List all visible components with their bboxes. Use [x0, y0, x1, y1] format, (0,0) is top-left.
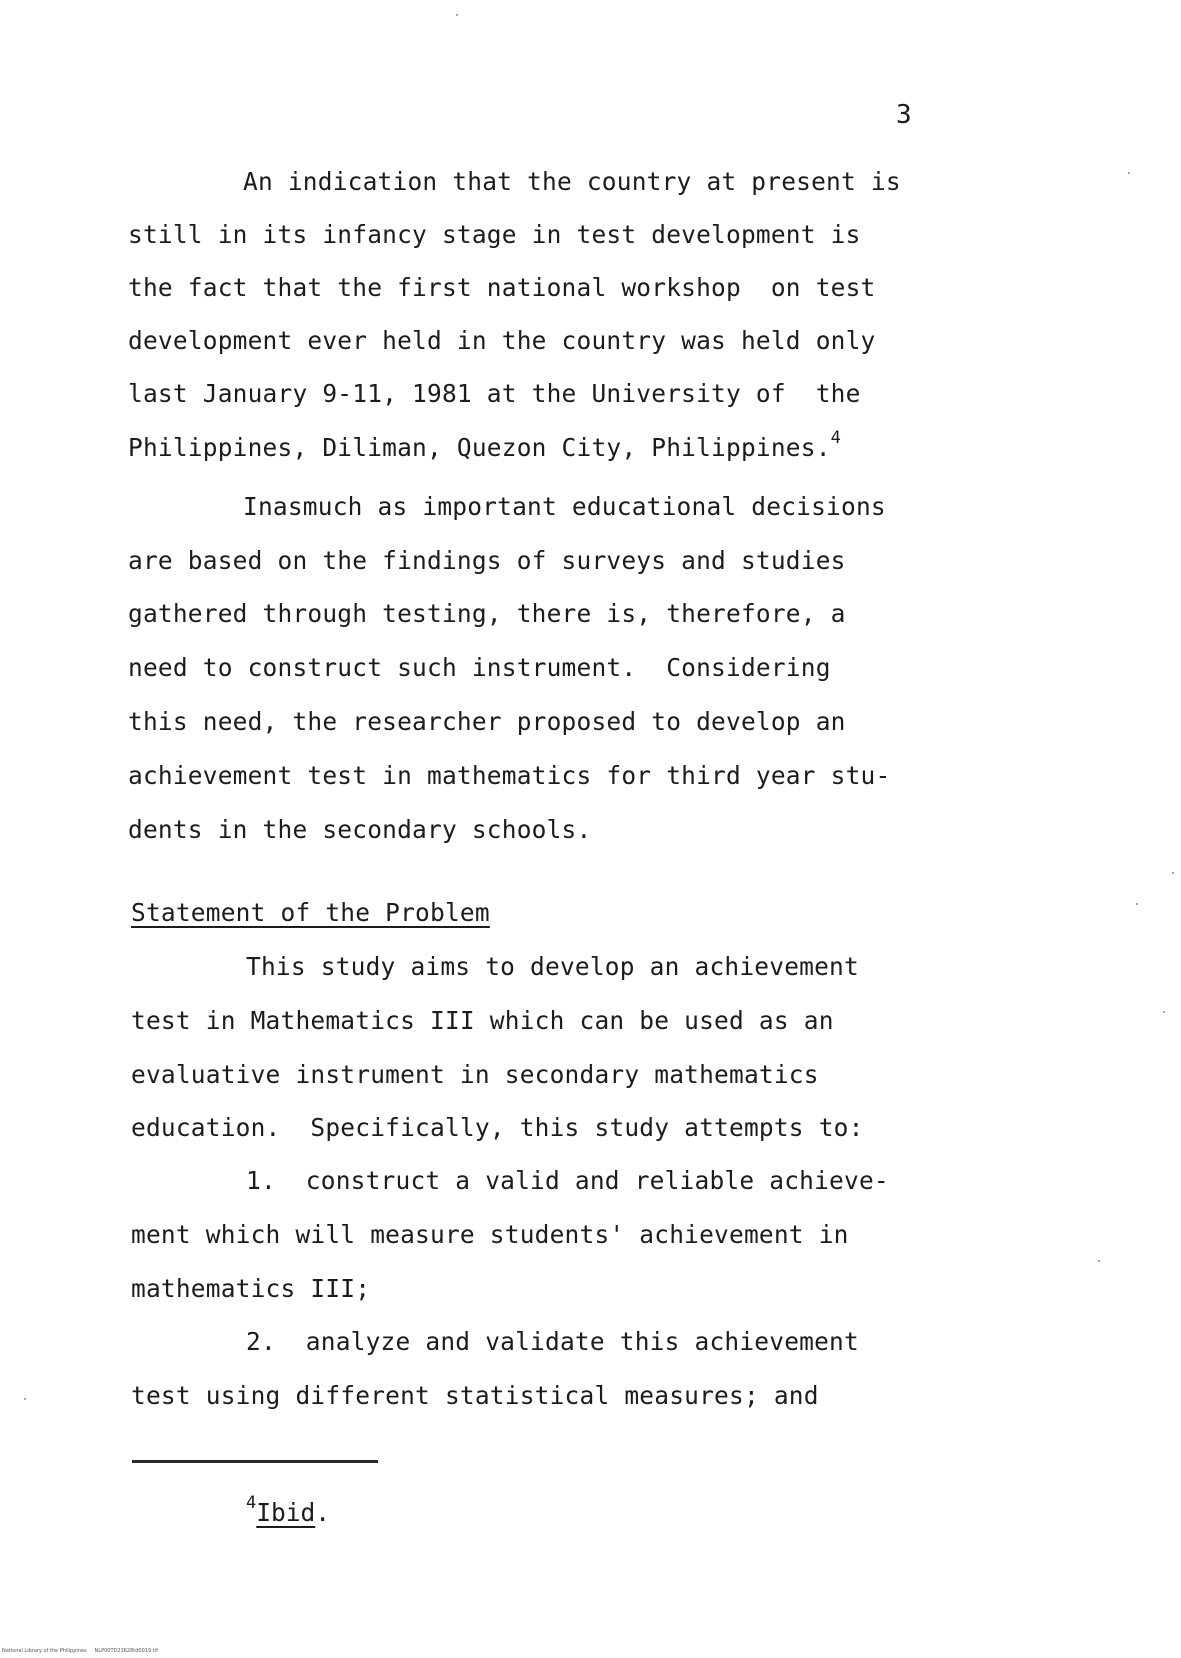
- paragraph-1-line-4: development ever held in the country was held only: [128, 326, 876, 355]
- scan-speck: [24, 1398, 26, 1400]
- list-item-2-line-1: 2. analyze and validate this achievement: [246, 1327, 859, 1356]
- paragraph-1-line-5: last January 9-11, 1981 at the University of the: [128, 379, 861, 408]
- page-number: 3: [896, 100, 912, 130]
- paragraph-3-line-3: evaluative instrument in secondary mathematics: [131, 1060, 819, 1089]
- paragraph-2-line-5: this need, the researcher proposed to develop an: [128, 707, 846, 736]
- paragraph-2-line-4: need to construct such instrument. Considering: [128, 653, 831, 682]
- footnote-text: Ibid: [256, 1498, 316, 1527]
- paragraph-1-line-3: the fact that the first national workshop on test: [128, 273, 876, 302]
- paragraph-3-line-4: education. Specifically, this study attempts to:: [131, 1113, 864, 1142]
- scan-speck: [1172, 872, 1174, 874]
- list-item-2-line-2: test using different statistical measures; and: [131, 1381, 819, 1410]
- paragraph-1-line-6-text: Philippines, Diliman, Quezon City, Philippines.: [128, 433, 831, 462]
- paragraph-1-line-6: [128, 427, 842, 463]
- footnote-divider: [132, 1460, 378, 1463]
- paragraph-2-line-3: gathered through testing, there is, therefore, a: [128, 599, 846, 628]
- paragraph-1-line-1: An indication that the country at present is: [243, 167, 901, 196]
- paragraph-2-line-2: are based on the findings of surveys and studies: [128, 546, 846, 575]
- scan-speck: [1098, 1260, 1100, 1262]
- paragraph-3-line-2: test in Mathematics III which can be used as an: [131, 1006, 834, 1035]
- footnote-reference: 4: [830, 427, 842, 448]
- archive-label: National Library of the Philippines NLP00TD23628td0019.tif: [2, 1648, 158, 1654]
- paragraph-2-line-7: dents in the secondary schools.: [128, 815, 592, 844]
- list-item-1-line-2: ment which will measure students' achievement in: [131, 1220, 849, 1249]
- paragraph-1-line-2: still in its infancy stage in test development is: [128, 220, 861, 249]
- list-item-1-line-1: 1. construct a valid and reliable achieve-: [246, 1166, 889, 1195]
- paragraph-3-line-1: This study aims to develop an achievement: [246, 952, 859, 981]
- footnote: [246, 1492, 331, 1527]
- section-heading: Statement of the Problem: [131, 898, 490, 927]
- scan-speck: [1136, 903, 1138, 905]
- footnote-trailing: .: [315, 1498, 331, 1527]
- scan-speck: [1163, 1011, 1165, 1013]
- footnote-number: 4: [246, 1492, 257, 1513]
- list-item-1-line-3: mathematics III;: [131, 1274, 371, 1303]
- scan-speck: [456, 14, 458, 16]
- paragraph-2-line-6: achievement test in mathematics for third year stu-: [128, 761, 891, 790]
- paragraph-2-line-1: Inasmuch as important educational decisions: [243, 492, 886, 521]
- scan-speck: [1128, 172, 1130, 174]
